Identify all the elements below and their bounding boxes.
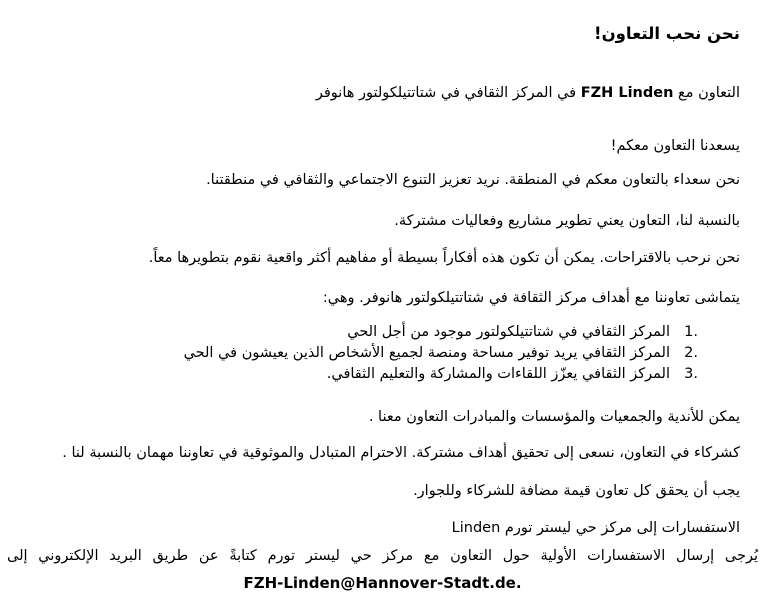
goal-text: المركز الثقافي يريد توفير مساحة ومنصة لجميع الأشخاص الذين يعيشون في الحي [183, 345, 670, 361]
paragraph-goals-intro: يتماشى تعاوننا مع أهداف مركز الثقافة في شتاتتيلكولتور هانوفر. وهي: [322, 290, 740, 306]
paragraph-added-value: يجب أن يحقق كل تعاون قيمة مضافة للشركاء وللجوار. [413, 483, 740, 499]
paragraph-partners: كشركاء في التعاون، نسعى إلى تحقيق أهداف مشتركة. الاحترام المتبادل والموثوقية في تعاوننا مهمان بالنسبة لنا . [62, 445, 740, 461]
subtitle [25, 80, 740, 107]
list-marker: 1. [684, 324, 698, 340]
document-title: نحن نحب التعاون! [594, 24, 740, 43]
paragraph-happy-collaboration: نحن سعداء بالتعاون معكم في المنطقة. نريد تعزيز التنوع الاجتماعي والثقافي في منطقتنا. [206, 172, 740, 188]
email-address: FZH-Linden@Hannover-Stadt.de. [243, 574, 522, 592]
goal-item [25, 364, 698, 385]
paragraph-suggestions: نحن نرحب بالاقتراحات. يمكن أن تكون هذه أفكاراً بسيطة أو مفاهيم أكثر واقعية نقوم بتطويرها معاً. [148, 250, 740, 266]
closing-text: يُرجى إرسال الاستفسارات الأولية حول التعاون مع مركز حي ليستر تورم كتابةً عن طريق البريد الإلكتروني إلى [7, 548, 758, 564]
goal-text: المركز الثقافي يعزّز اللقاءات والمشاركة والتعليم الثقافي. [326, 366, 670, 382]
inquiries-text: الاستفسارات إلى مركز حي ليستر تورم [500, 520, 740, 536]
paragraph-intro: يسعدنا التعاون معكم! [610, 138, 740, 154]
subtitle-text-pre: التعاون مع [673, 85, 740, 101]
paragraph-collaboration-meaning: بالنسبة لنا، التعاون يعني تطوير مشاريع وفعاليات مشتركة. [394, 213, 740, 229]
brand-name: FZH Linden [580, 85, 674, 101]
list-marker: 2. [684, 345, 698, 361]
paragraph-closing [7, 543, 758, 597]
subtitle-text-post: في المركز الثقافي في شتاتتيلكولتور هانوفر [315, 85, 581, 101]
goal-text: المركز الثقافي في شتاتتيلكولتور موجود من أجل الحي [347, 324, 670, 340]
linden-label: Linden [451, 520, 501, 536]
goal-item [25, 322, 698, 343]
list-marker: 3. [684, 366, 698, 382]
goals-list [25, 322, 740, 385]
goal-item [25, 343, 698, 364]
paragraph-inquiries [25, 515, 740, 542]
paragraph-who-can-cooperate: يمكن للأندية والجمعيات والمؤسسات والمبادرات التعاون معنا . [368, 409, 740, 425]
